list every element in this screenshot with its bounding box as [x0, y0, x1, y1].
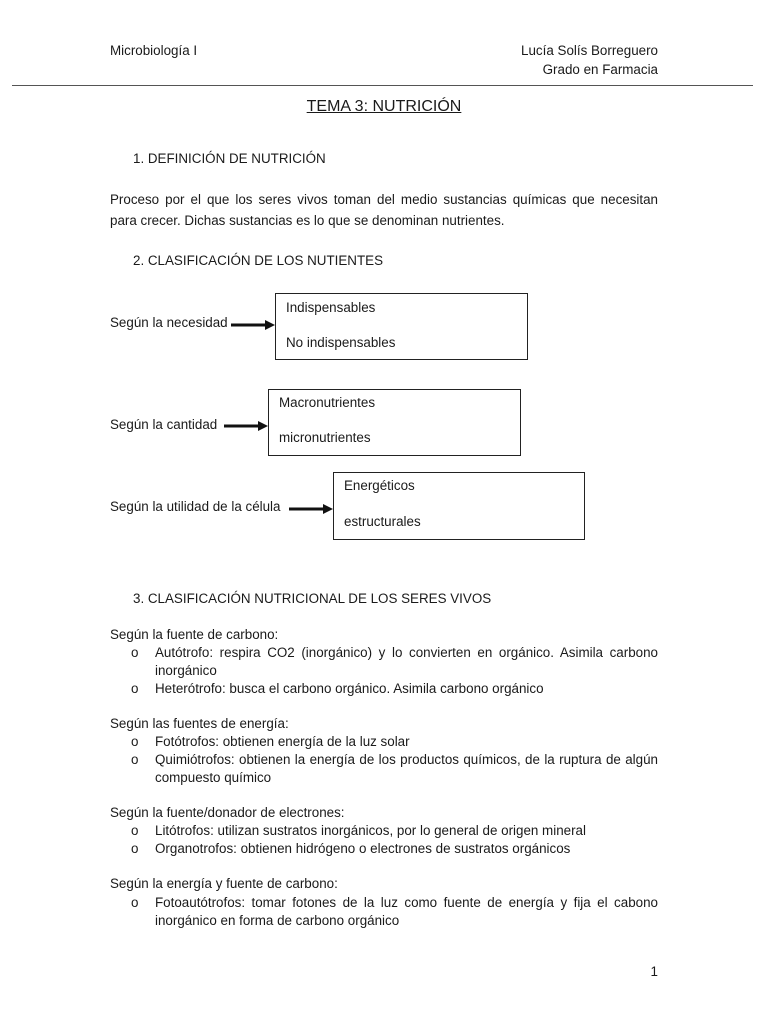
classification-box-necesidad [275, 293, 528, 360]
section-2-heading: 2. CLASIFICACIÓN DE LOS NUTIENTES [133, 253, 384, 268]
list-item: Litótrofos: utilizan sustratos inorgánicos, por lo general de origen mineral [155, 823, 586, 838]
bullet-icon: o [131, 823, 139, 838]
list-item: Fotótrofos: obtienen energía de la luz solar [155, 734, 410, 749]
section-1-heading: 1. DEFINICIÓN DE NUTRICIÓN [133, 151, 326, 166]
page-title-text: TEMA 3: NUTRICIÓN [306, 98, 462, 115]
classification-box-cantidad [268, 389, 521, 456]
header-course: Microbiología I [110, 43, 198, 58]
arrow-right-icon [288, 503, 334, 515]
page-title [0, 98, 768, 116]
section-3-heading: 3. CLASIFICACIÓN NUTRICIONAL DE LOS SERES VIVOS [133, 591, 492, 606]
section-1-paragraph: Proceso por el que los seres vivos toman del medio sustancias químicas que necesitan para crecer. Dichas sustancias es lo que se denominan nutrientes. [110, 192, 658, 228]
list-item: Quimiótrofos: obtienen la energía de los productos químicos, de la ruptura de algún compuesto químico [155, 752, 658, 785]
block-label: Según las fuentes de energía: [110, 716, 289, 731]
header-author: Lucía Solís Borreguero [521, 43, 658, 58]
bullet-icon: o [131, 681, 139, 696]
bullet-icon: o [131, 841, 139, 856]
list-item: Autótrofo: respira CO2 (inorgánico) y lo convierten en orgánico. Asimila carbono inorgánico [155, 645, 658, 678]
bullet-icon: o [131, 645, 139, 660]
bullet-icon: o [131, 752, 139, 767]
arrow-right-icon [223, 420, 269, 432]
block-label: Según la energía y fuente de carbono: [110, 876, 338, 891]
block-label: Según la fuente de carbono: [110, 627, 279, 642]
classification-label-necesidad: Según la necesidad [110, 315, 228, 330]
classification-label-cantidad: Según la cantidad [110, 417, 218, 432]
box-item: micronutrientes [279, 430, 371, 445]
header-degree: Grado en Farmacia [542, 62, 658, 77]
block-label: Según la fuente/donador de electrones: [110, 805, 345, 820]
box-item: Macronutrientes [279, 395, 376, 410]
header-divider [12, 85, 753, 86]
box-item: Energéticos [344, 478, 415, 493]
page-number: 1 [650, 964, 658, 979]
list-item: Organotrofos: obtienen hidrógeno o electrones de sustratos orgánicos [155, 841, 571, 856]
box-item: Indispensables [286, 300, 376, 315]
list-item: Fotoautótrofos: tomar fotones de la luz como fuente de energía y fija el cabono inorgánico en forma de carbono orgánico [155, 895, 658, 928]
list-item: Heterótrofo: busca el carbono orgánico. Asimila carbono orgánico [155, 681, 544, 696]
bullet-icon: o [131, 734, 139, 749]
arrow-right-icon [230, 319, 276, 331]
bullet-icon: o [131, 895, 139, 910]
box-item: estructurales [344, 514, 421, 529]
classification-label-utilidad: Según la utilidad de la célula [110, 499, 281, 514]
classification-box-utilidad [333, 472, 585, 540]
box-item: No indispensables [286, 335, 396, 350]
